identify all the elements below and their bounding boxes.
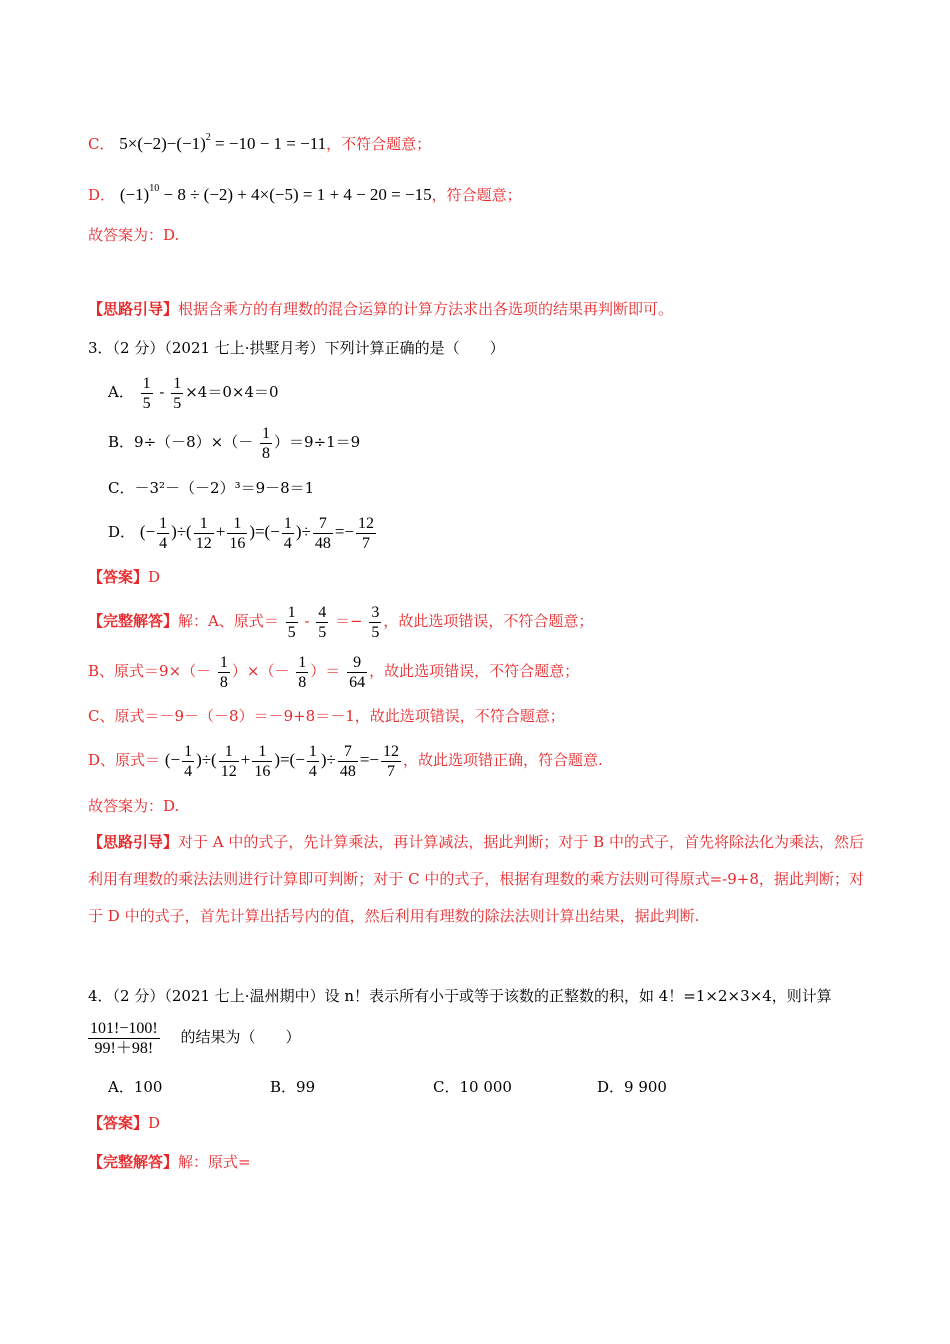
q4-choice-a: A．100 <box>108 1078 163 1096</box>
q3-answer: 【答案】D <box>88 568 161 586</box>
q4-choice-c: C．10 000 <box>433 1078 512 1096</box>
q3-option-b: B．9÷（－8）×（－ $\frac{1}{8}$ ）＝9÷1＝9 <box>108 424 361 462</box>
q4-choice-d: D．9 900 <box>597 1078 667 1096</box>
q3-option-d-formula: (− $\frac{1}{4}$ )÷( $\frac{1}{12}$ + $\frac{1}{16}$ )=(− $\frac{1}{4}$ )÷ $\frac{7}{48}$ =− $\frac{12}{7}$ <box>139 514 374 552</box>
prev-option-c: C． $5\times(-2)-(-1)^2 = -10 - 1 = -11$，不符合题意； <box>88 132 432 153</box>
q3-solution-a: 【完整解答】解：A、原式＝ $\frac{1}{5}$ - $\frac{4}{5}$ ＝− $\frac{3}{5}$ ，故此选项错误，不符合题意； <box>88 603 594 641</box>
fraction: $\frac{1}{5}$ <box>142 374 151 412</box>
q3-option-d: D． (− $\frac{1}{4}$ )÷( $\frac{1}{12}$ + $\frac{1}{16}$ )=(− $\frac{1}{4}$ )÷ $\frac{7}{48}$ =− $\frac{12}{7}$ <box>108 512 378 553</box>
q3-solution-d: D、原式＝ (− $\frac{1}{4}$ )÷( $\frac{1}{12}$ + $\frac{1}{16}$ )=(− $\frac{1}{4}$ )÷ $\frac{7}{48}$ =− $\frac{12}{7}$ ，故此选项错正确，符合题意. <box>88 742 603 780</box>
q3-option-c: C．－3²－（－2）³＝9－8＝1 <box>108 479 315 497</box>
prev-option-d-formula: $(-1)^{10} - 8 \div (-2) + 4\times(-5) = 1 + 4 - 20 = -15$ <box>119 183 432 204</box>
q3-solution-c: C、原式＝－9－（－8）＝－9+8＝－1，故此选项错误，不符合题意； <box>88 707 565 725</box>
hint-2: 【思路引导】对于 A 中的式子，先计算乘法，再计算减法，据此判断；对于 B 中的式子，首先将除法化为乘法，然后利用有理数的乘法法则进行计算即可判断；对于 C 中的式子，根据有理数的乘方法则可得原式=-9+8，据此判断；对于 D 中的式子，首先计算出括号内的值，然后利用有理数的除法法则计算出结果，据此判断. <box>88 833 864 925</box>
hint-1: 【思路引导】根据含乘方的有理数的混合运算的计算方法求出各选项的结果再判断即可。 <box>88 300 674 318</box>
q4-choice-b: B．99 <box>270 1078 316 1096</box>
q3-stem: 3．（2 分）（2021 七上·拱墅月考）下列计算正确的是（ ） <box>88 339 505 357</box>
fraction: $\frac{1}{8}$ <box>262 424 271 462</box>
q3-option-a: A． $\frac{1}{5}$ - $\frac{1}{5}$ ×4＝0×4＝0 <box>108 374 279 412</box>
q4-solution: 【完整解答】解：原式= <box>88 1153 251 1171</box>
q4-stem: 4．（2 分）（2021 七上·温州期中）设 n！表示所有小于或等于该数的正整数的积，如 4！=1×2×3×4，则计算 <box>88 987 832 1005</box>
prev-option-c-formula: $5\times(-2)-(-1)^2 = -10 - 1 = -11$ <box>119 132 327 153</box>
prev-answer-line: 故答案为：D. <box>88 226 180 244</box>
fraction: $\frac{1}{5}$ <box>173 374 182 412</box>
q3-solution-b: B、原式＝9×（－ $\frac{1}{8}$ ）×（－ $\frac{1}{8}$ ）＝ $\frac{9}{64}$ ，故此选项错误，不符合题意； <box>88 653 580 691</box>
q4-expression: $\frac{101!-100!}{99!+98!}$ 的结果为（ ） <box>90 1019 301 1057</box>
prev-option-d: D． $(-1)^{10} - 8 \div (-2) + 4\times(-5) = 1 + 4 - 20 = -15$，符合题意； <box>88 183 522 204</box>
q3-answer-line: 故答案为：D. <box>88 797 180 815</box>
q4-answer: 【答案】D <box>88 1114 161 1132</box>
